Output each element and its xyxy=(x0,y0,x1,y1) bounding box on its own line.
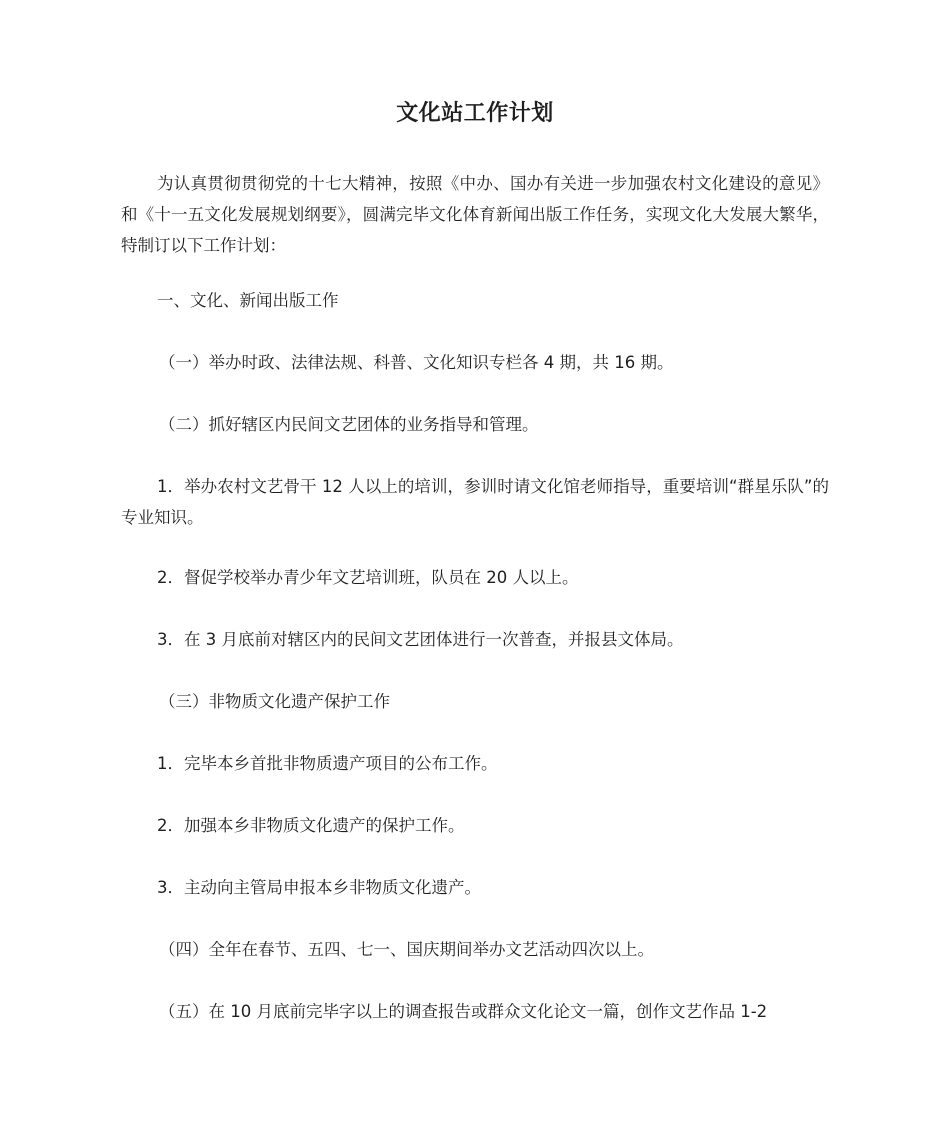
subsection-item-5: （五）在 10 月底前完毕字以上的调查报告或群众文化论文一篇，创作文艺作品 1-2 xyxy=(159,1002,768,1021)
section-heading-1: 一、文化、新闻出版工作 xyxy=(157,291,339,310)
list-item-2-2: 2．督促学校举办青少年文艺培训班，队员在 20 人以上。 xyxy=(157,568,579,587)
subsection-item-2: （二）抓好辖区内民间文艺团体的业务指导和管理。 xyxy=(159,415,539,434)
list-item-2-3: 3．在 3 月底前对辖区内的民间文艺团体进行一次普查，并报县文体局。 xyxy=(157,630,684,649)
list-item-3-1: 1．完毕本乡首批非物质遗产项目的公布工作。 xyxy=(157,754,498,773)
list-item-3-3: 3．主动向主管局申报本乡非物质文化遗产。 xyxy=(157,878,481,897)
intro-paragraph: 为认真贯彻贯彻党的十七大精神，按照《中办、国办有关进一步加强农村文化建设的意见》和《十一五文化发展规划纲要》，圆满完毕文化体育新闻出版工作任务，实现文化大发展大繁华，特制订以下工作计划： xyxy=(121,174,829,255)
subsection-item-4: （四）全年在春节、五四、七一、国庆期间举办文艺活动四次以上。 xyxy=(159,940,654,959)
subsection-item-3: （三）非物质文化遗产保护工作 xyxy=(159,692,390,711)
subsection-item-1: （一）举办时政、法律法规、科普、文化知识专栏各 4 期，共 16 期。 xyxy=(159,353,674,372)
list-item-2-1: 1．举办农村文艺骨干 12 人以上的培训，参训时请文化馆老师指导，重要培训“群星乐队”的专业知识。 xyxy=(121,477,829,527)
list-item-3-2: 2．加强本乡非物质文化遗产的保护工作。 xyxy=(157,816,465,835)
document-title: 文化站工作计划 xyxy=(396,101,554,126)
